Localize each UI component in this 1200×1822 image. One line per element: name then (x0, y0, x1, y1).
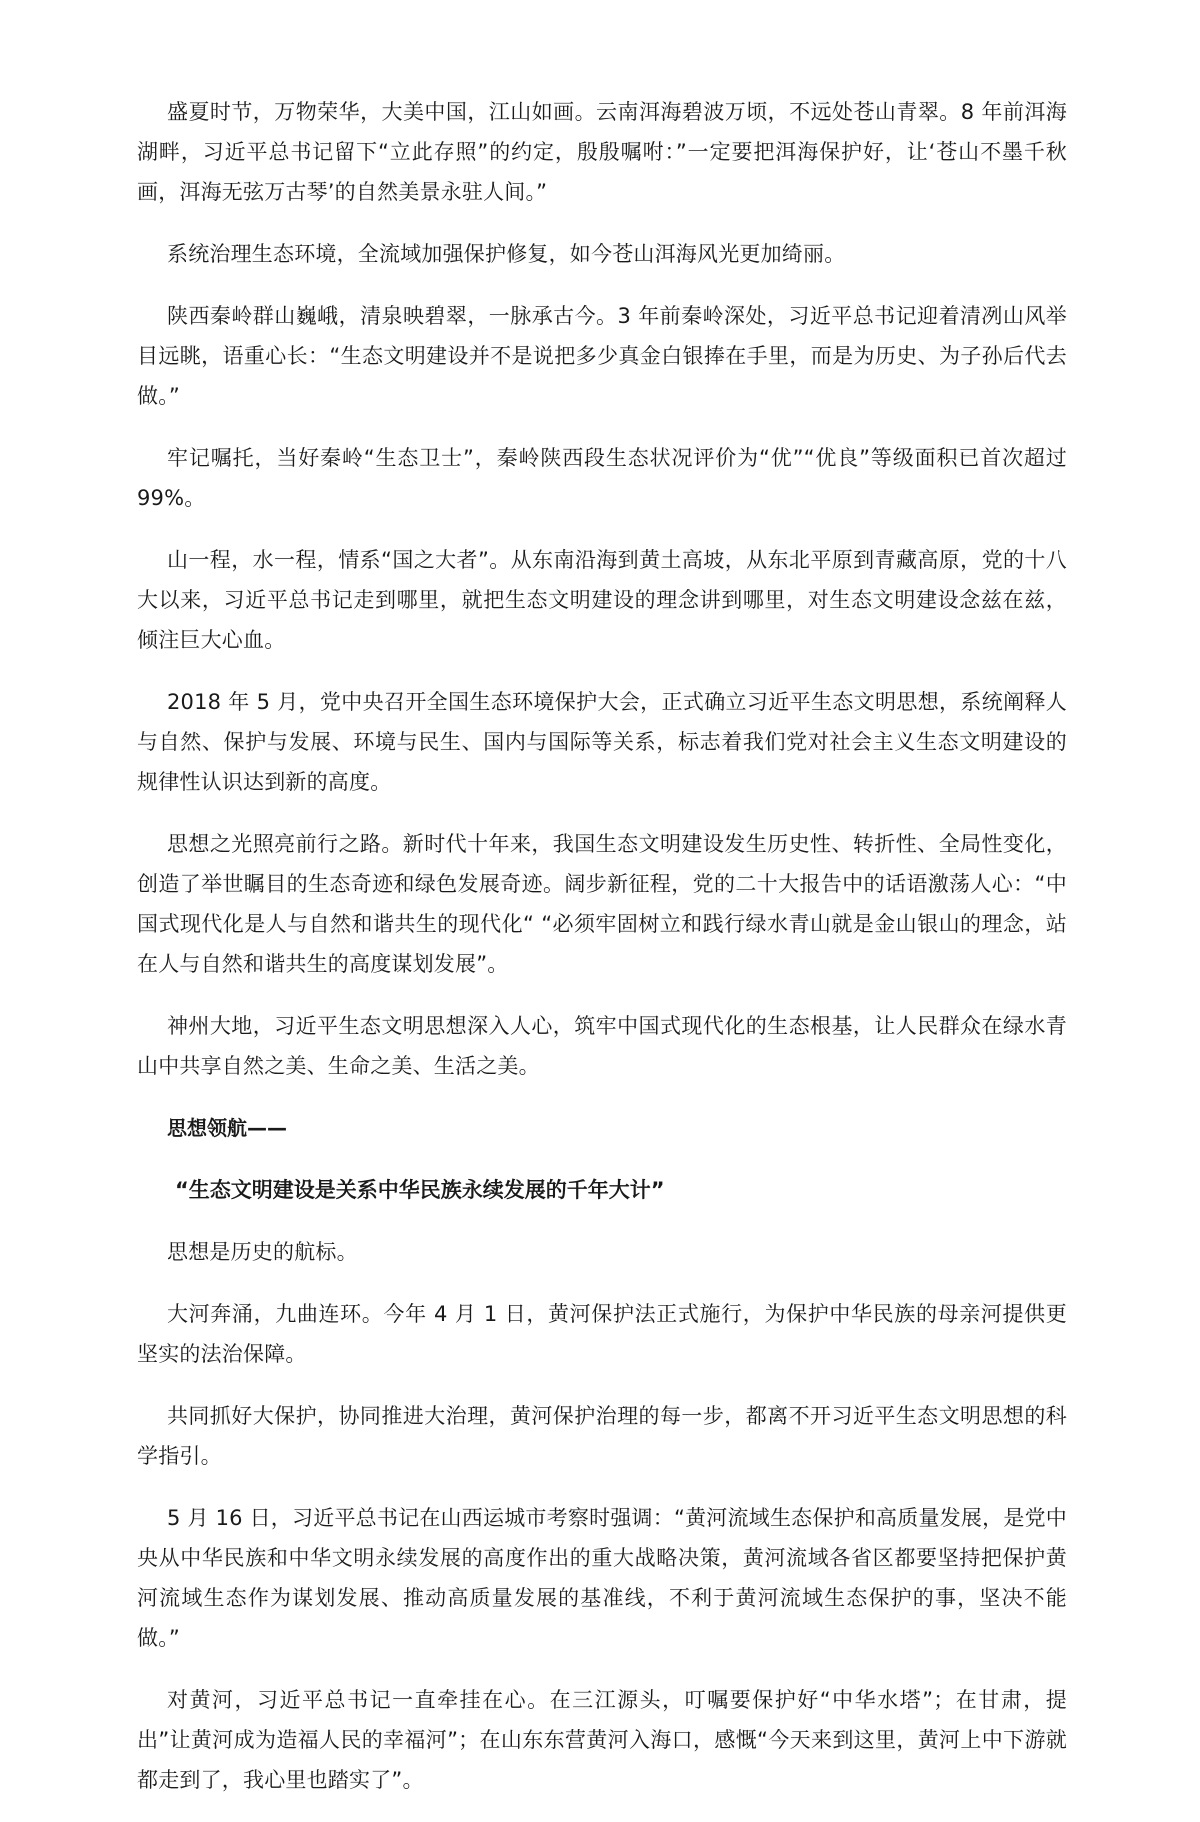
paragraph-divine-land: 神州大地，习近平生态文明思想深入人心，筑牢中国式现代化的生态根基，让人民群众在绿水青山中共享自然之美、生命之美、生活之美。 (137, 1014, 1067, 1078)
paragraph-may-16: 5 月 16 日，习近平总书记在山西运城市考察时强调：“黄河流域生态保护和高质量发展，是党中央从中华民族和中华文明永续发展的高度作出的重大战略决策，黄河流域各省区都要坚持把保护黄河流域生态作为谋划发展、推动高质量发展的基准线，不利于黄河流域生态保护的事，坚决不能做。” (137, 1506, 1067, 1650)
document-page (137, 92, 1067, 1822)
paragraph-protection-governance: 共同抓好大保护，协同推进大治理，黄河保护治理的每一步，都离不开习近平生态文明思想的科学指引。 (137, 1404, 1067, 1468)
section-title: “生态文明建设是关系中华民族永续发展的千年大计” (175, 1178, 665, 1202)
paragraph-great-matters: 山一程，水一程，情系“国之大者”。从东南沿海到黄土高坡，从东北平原到青藏高原，党的十八大以来，习近平总书记走到哪里，就把生态文明建设的理念讲到哪里，对生态文明建设念兹在兹，倾注巨大心血。 (137, 548, 1067, 652)
paragraph-new-era: 思想之光照亮前行之路。新时代十年来，我国生态文明建设发生历史性、转折性、全局性变化，创造了举世瞩目的生态奇迹和绿色发展奇迹。阔步新征程，党的二十大报告中的话语激荡人心：“中国式现代化是人与自然和谐共生的现代化“ “必须牢固树立和践行绿水青山就是金山银山的理念，站在人与自然和谐共生的高度谋划发展”。 (137, 832, 1067, 976)
paragraph-yellow-river-law: 大河奔涌，九曲连环。今年 4 月 1 日，黄河保护法正式施行，为保护中华民族的母亲河提供更坚实的法治保障。 (137, 1302, 1067, 1366)
paragraph-qinling: 陕西秦岭群山巍峨，清泉映碧翠，一脉承古今。3 年前秦岭深处，习近平总书记迎着清冽山风举目远眺，语重心长：“生态文明建设并不是说把多少真金白银捧在手里，而是为历史、为子孙后代去做。” (137, 304, 1067, 408)
paragraph-beacon: 思想是历史的航标。 (167, 1240, 358, 1264)
section-label: 思想领航—— (167, 1116, 287, 1140)
paragraph-erhai: 盛夏时节，万物荣华，大美中国，江山如画。云南洱海碧波万顷，不远处苍山青翠。8 年前洱海湖畔，习近平总书记留下“立此存照”的约定，殷殷嘱咐：”一定要把洱海保护好，让‘苍山不墨千秋画，洱海无弦万古琴’的自然美景永驻人间。” (137, 100, 1067, 204)
paragraph-qinling-guardian: 牢记嘱托，当好秦岭“生态卫士”，秦岭陕西段生态状况评价为“优”“优良”等级面积已首次超过 99%。 (137, 446, 1067, 510)
paragraph-yellow-river-concern: 对黄河，习近平总书记一直牵挂在心。在三江源头，叮嘱要保护好“中华水塔”；在甘肃，提出”让黄河成为造福人民的幸福河”；在山东东营黄河入海口，感慨“今天来到这里，黄河上中下游就都走到了，我心里也踏实了”。 (137, 1688, 1067, 1792)
paragraph-2018-conference: 2018 年 5 月，党中央召开全国生态环境保护大会，正式确立习近平生态文明思想，系统阐释人与自然、保护与发展、环境与民生、国内与国际等关系，标志着我们党对社会主义生态文明建设的规律性认识达到新的高度。 (137, 690, 1067, 794)
paragraph-erhai-governance: 系统治理生态环境，全流域加强保护修复，如今苍山洱海风光更加绮丽。 (167, 242, 846, 266)
